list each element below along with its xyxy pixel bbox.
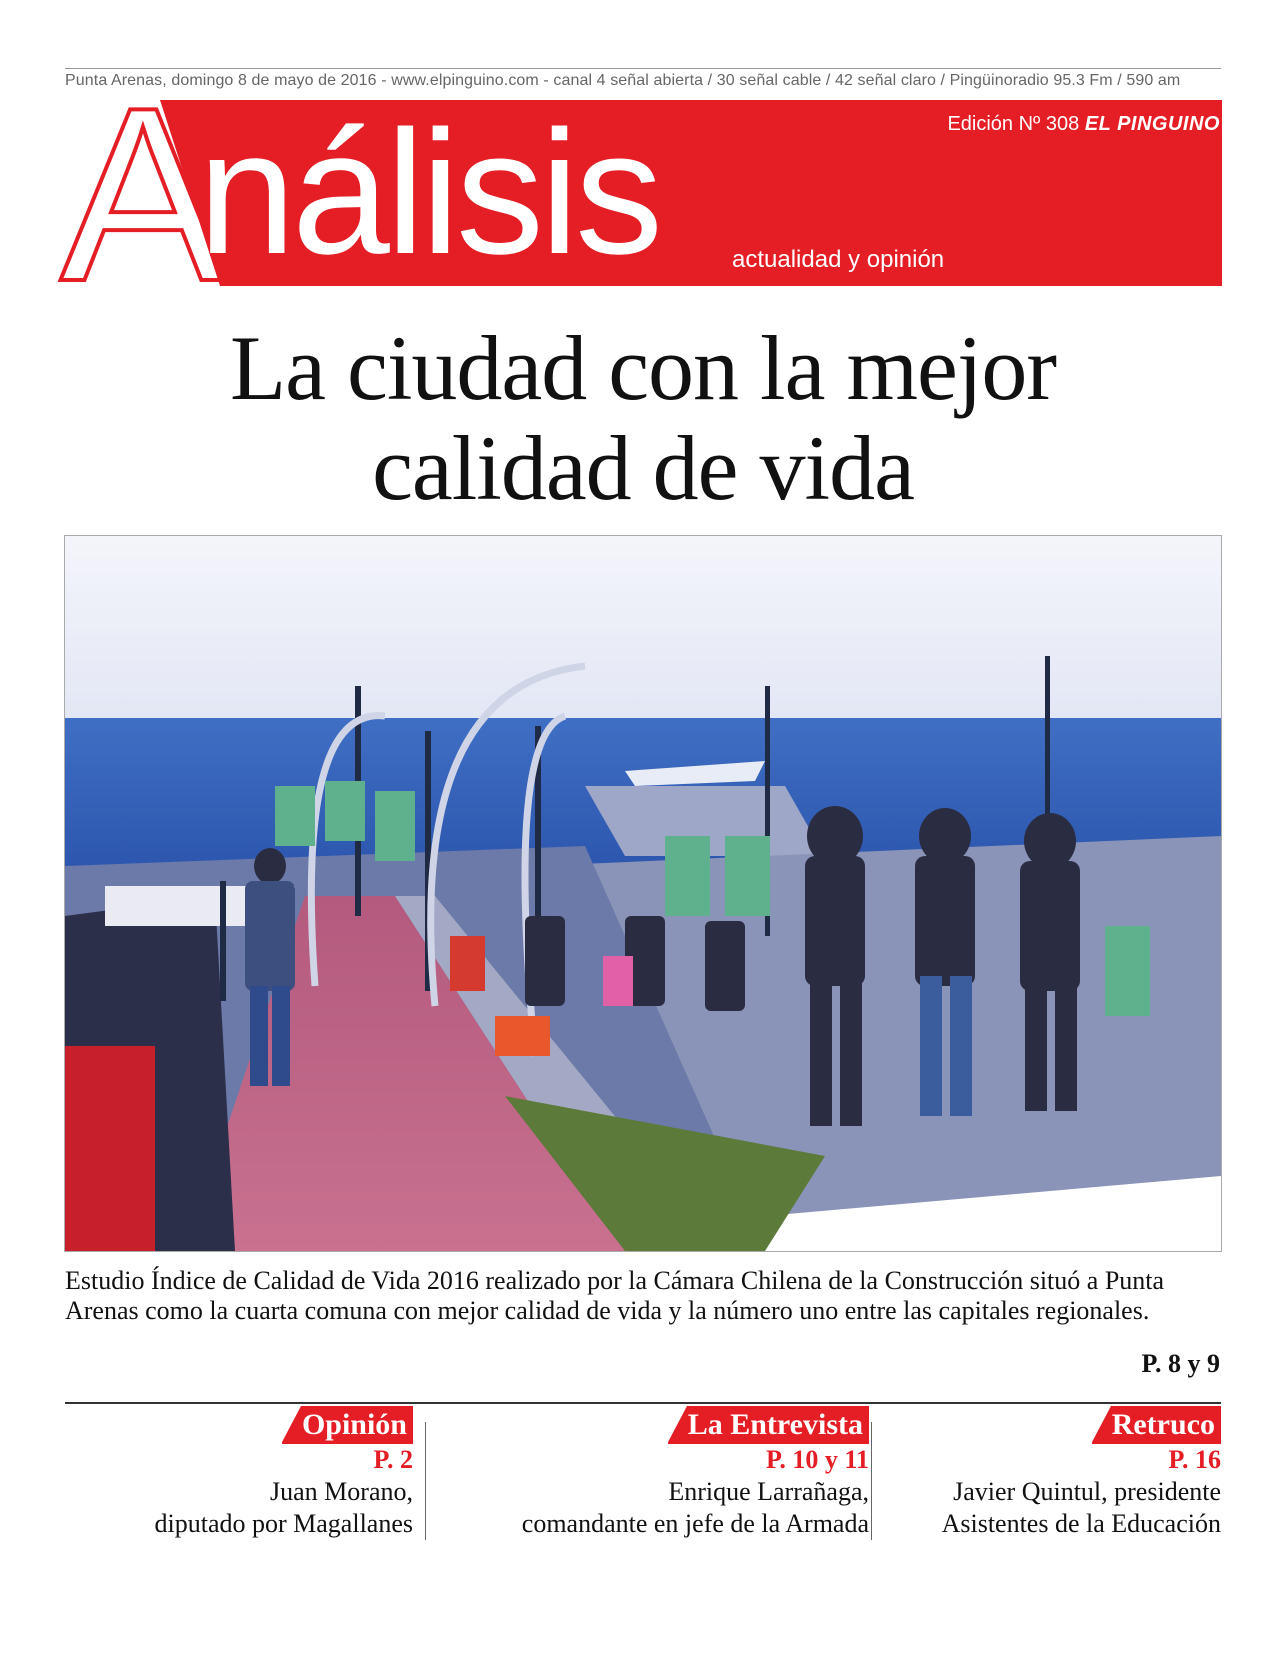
- lead-caption: Estudio Índice de Calidad de Vida 2016 realizado por la Cámara Chilena de la Construcción situó a Punta Arenas como la cuarta comuna con mejor calidad de vida y la número uno entre las capitales regionales.: [65, 1266, 1165, 1325]
- teaser-tag: Retruco: [1092, 1406, 1221, 1444]
- lead-photo: [64, 535, 1222, 1252]
- teaser-line-2: Asistentes de la Educación: [941, 1509, 1221, 1538]
- brand-name: EL PINGUINO: [1084, 113, 1220, 135]
- edition-number: [947, 113, 1220, 136]
- column-divider: [871, 1422, 872, 1540]
- teaser-line-2: diputado por Magallanes: [154, 1509, 413, 1538]
- coastal-promenade-photo: [65, 536, 1221, 1251]
- teaser-tag: La Entrevista: [668, 1406, 869, 1444]
- column-divider: [425, 1422, 426, 1540]
- teaser-page: P. 2: [373, 1445, 413, 1474]
- teaser-line-1: Javier Quintul, presidente: [953, 1477, 1221, 1506]
- lead-page-ref: P. 8 y 9: [1141, 1349, 1220, 1378]
- teaser-opinion[interactable]: [65, 1404, 413, 1544]
- masthead-title: nálisis: [198, 95, 660, 291]
- teaser-line-1: Juan Morano,: [270, 1477, 413, 1506]
- masthead-letter: A: [60, 55, 220, 333]
- masthead-tagline: actualidad y opinión: [732, 246, 945, 273]
- teaser-tag: Opinión: [282, 1406, 413, 1444]
- teaser-retruco[interactable]: [873, 1404, 1221, 1544]
- dateline: Punta Arenas, domingo 8 de mayo de 2016 - www.elpinguino.com - canal 4 señal abierta / 30 señal cable / 42 señal claro / Pingüinoradio 95.3 Fm / 590 am: [65, 72, 1181, 89]
- teaser-entrevista[interactable]: [427, 1404, 869, 1544]
- headline-line-2: calidad de vida: [372, 417, 914, 519]
- main-headline: [65, 318, 1221, 518]
- edition-label: Edición Nº 308: [947, 113, 1080, 135]
- teaser-line-1: Enrique Larrañaga,: [668, 1477, 869, 1506]
- masthead: [0, 0, 1280, 333]
- headline-line-1: La ciudad con la mejor: [229, 317, 1057, 419]
- teaser-page: P. 10 y 11: [765, 1445, 869, 1474]
- section-teasers: [65, 1402, 1221, 1544]
- teaser-line-2: comandante en jefe de la Armada: [521, 1509, 869, 1538]
- teaser-page: P. 16: [1168, 1445, 1221, 1474]
